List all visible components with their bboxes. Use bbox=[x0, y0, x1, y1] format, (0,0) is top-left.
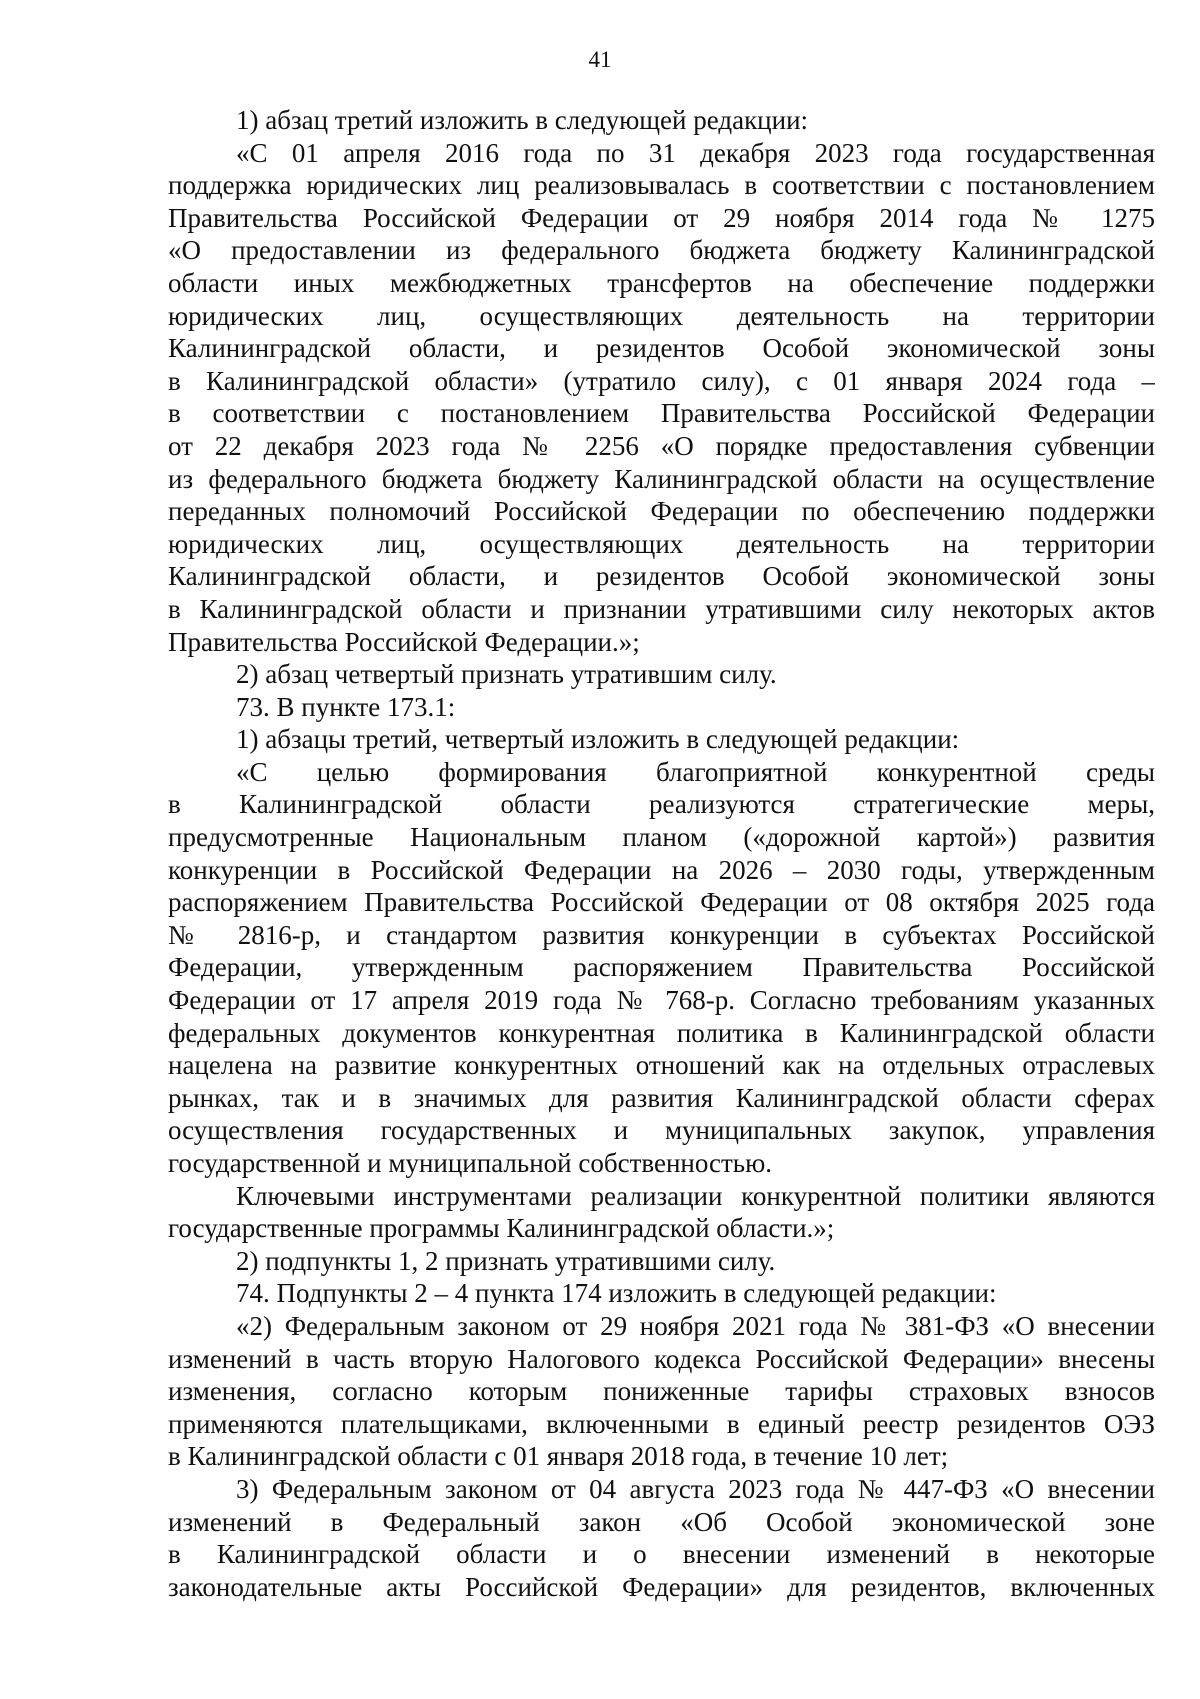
text-line: Федерации от 17 апреля 2019 года № 768-р. Согласно требованиям указанных bbox=[168, 985, 1155, 1016]
text-line: изменений в часть вторую Налогового кодекса Российской Федерации» внесены bbox=[168, 1343, 1155, 1374]
text-line: № 2816-р, и стандартом развития конкуренции в субъектах Российской bbox=[168, 919, 1155, 950]
text-line: юридических лиц, осуществляющих деятельность на территории bbox=[168, 528, 1155, 559]
paragraph bbox=[168, 1277, 1155, 1310]
text-line: 1) абзацы третий, четвертый изложить в следующей редакции: bbox=[236, 724, 960, 755]
text-line: изменения, согласно которым пониженные тарифы страховых взносов bbox=[168, 1376, 1155, 1407]
text-line: Калининградской области, и резидентов Особой экономической зоны bbox=[168, 333, 1155, 364]
text-line: конкуренции в Российской Федерации на 2026 – 2030 годы, утвержденным bbox=[168, 854, 1155, 885]
text-line: «С 01 апреля 2016 года по 31 декабря 2023 года государственная bbox=[236, 137, 1155, 168]
text-line: 74. Подпункты 2 – 4 пункта 174 изложить в следующей редакции: bbox=[236, 1278, 997, 1309]
paragraph bbox=[168, 658, 1155, 691]
text-line: Калининградской области, и резидентов Особой экономической зоны bbox=[168, 561, 1155, 592]
paragraph bbox=[168, 1310, 1155, 1473]
text-line: федеральных документов конкурентная политика в Калининградской области bbox=[168, 1017, 1155, 1048]
paragraph bbox=[168, 756, 1155, 1180]
text-line: в Калининградской области с 01 января 2018 года, в течение 10 лет; bbox=[168, 1441, 949, 1472]
paragraph bbox=[168, 137, 1155, 659]
text-line: законодательные акты Российской Федерации» для резидентов, включенных bbox=[168, 1571, 1155, 1602]
text-line: в соответствии с постановлением Правительства Российской Федерации bbox=[168, 398, 1155, 429]
text-line: в Калининградской области и признании утратившими силу некоторых актов bbox=[168, 593, 1155, 624]
text-line: 1) абзац третий изложить в следующей редакции: bbox=[236, 105, 809, 135]
text-line: от 22 декабря 2023 года № 2256 «О порядке предоставления субвенции bbox=[168, 430, 1155, 461]
text-line: Правительства Российской Федерации.»; bbox=[168, 626, 640, 657]
text-line: предусмотренные Национальным планом («дорожной картой») развития bbox=[168, 822, 1155, 853]
text-line: в Калининградской области и о внесении изменений в некоторые bbox=[168, 1539, 1155, 1570]
text-line: Федерации, утвержденным распоряжением Правительства Российской bbox=[168, 952, 1155, 983]
text-line: государственные программы Калининградской области.»; bbox=[168, 1213, 835, 1244]
text-line: Правительства Российской Федерации от 29 ноября 2014 года № 1275 bbox=[168, 202, 1155, 233]
text-line: переданных полномочий Российской Федерации по обеспечению поддержки bbox=[168, 496, 1155, 527]
paragraph bbox=[168, 1245, 1155, 1278]
text-line: изменений в Федеральный закон «Об Особой экономической зоне bbox=[168, 1506, 1155, 1537]
paragraph bbox=[168, 104, 1155, 137]
text-line: из федерального бюджета бюджету Калининградской области на осуществление bbox=[168, 463, 1155, 494]
text-line: распоряжением Правительства Российской Федерации от 08 октября 2025 года bbox=[168, 887, 1155, 918]
text-line: 3) Федеральным законом от 04 августа 2023 года № 447-ФЗ «О внесении bbox=[236, 1473, 1155, 1504]
paragraph bbox=[168, 723, 1155, 756]
text-line: государственной и муниципальной собственностью. bbox=[168, 1148, 773, 1178]
paragraph bbox=[168, 1180, 1155, 1245]
paragraph bbox=[168, 691, 1155, 724]
document-body bbox=[168, 104, 1155, 1603]
text-line: Ключевыми инструментами реализации конкурентной политики являются bbox=[236, 1180, 1155, 1211]
text-line: в Калининградской области реализуются стратегические меры, bbox=[168, 789, 1155, 820]
text-line: 73. В пункте 173.1: bbox=[236, 691, 456, 722]
text-line: поддержка юридических лиц реализовывалась в соответствии с постановлением bbox=[168, 170, 1155, 201]
text-line: области иных межбюджетных трансфертов на обеспечение поддержки bbox=[168, 267, 1155, 298]
text-line: «О предоставлении из федерального бюджета бюджету Калининградской bbox=[168, 235, 1155, 266]
text-line: «С целью формирования благоприятной конкурентной среды bbox=[236, 756, 1155, 787]
paragraph bbox=[168, 1473, 1155, 1603]
text-line: применяются плательщиками, включенными в единый реестр резидентов ОЭЗ bbox=[168, 1408, 1155, 1439]
text-line: 2) подпункты 1, 2 признать утратившими силу. bbox=[236, 1245, 776, 1276]
text-line: «2) Федеральным законом от 29 ноября 2021 года № 381-ФЗ «О внесении bbox=[236, 1310, 1155, 1341]
text-line: 2) абзац четвертый признать утратившим силу. bbox=[236, 659, 777, 690]
page-number: 41 bbox=[588, 47, 612, 72]
text-line: в Калининградской области» (утратило силу), с 01 января 2024 года – bbox=[168, 365, 1155, 396]
text-line: осуществления государственных и муниципальных закупок, управления bbox=[168, 1115, 1155, 1146]
text-line: нацелена на развитие конкурентных отношений как на отдельных отраслевых bbox=[168, 1050, 1155, 1081]
text-line: рынках, так и в значимых для развития Калининградской области сферах bbox=[168, 1082, 1155, 1113]
text-line: юридических лиц, осуществляющих деятельность на территории bbox=[168, 300, 1155, 331]
